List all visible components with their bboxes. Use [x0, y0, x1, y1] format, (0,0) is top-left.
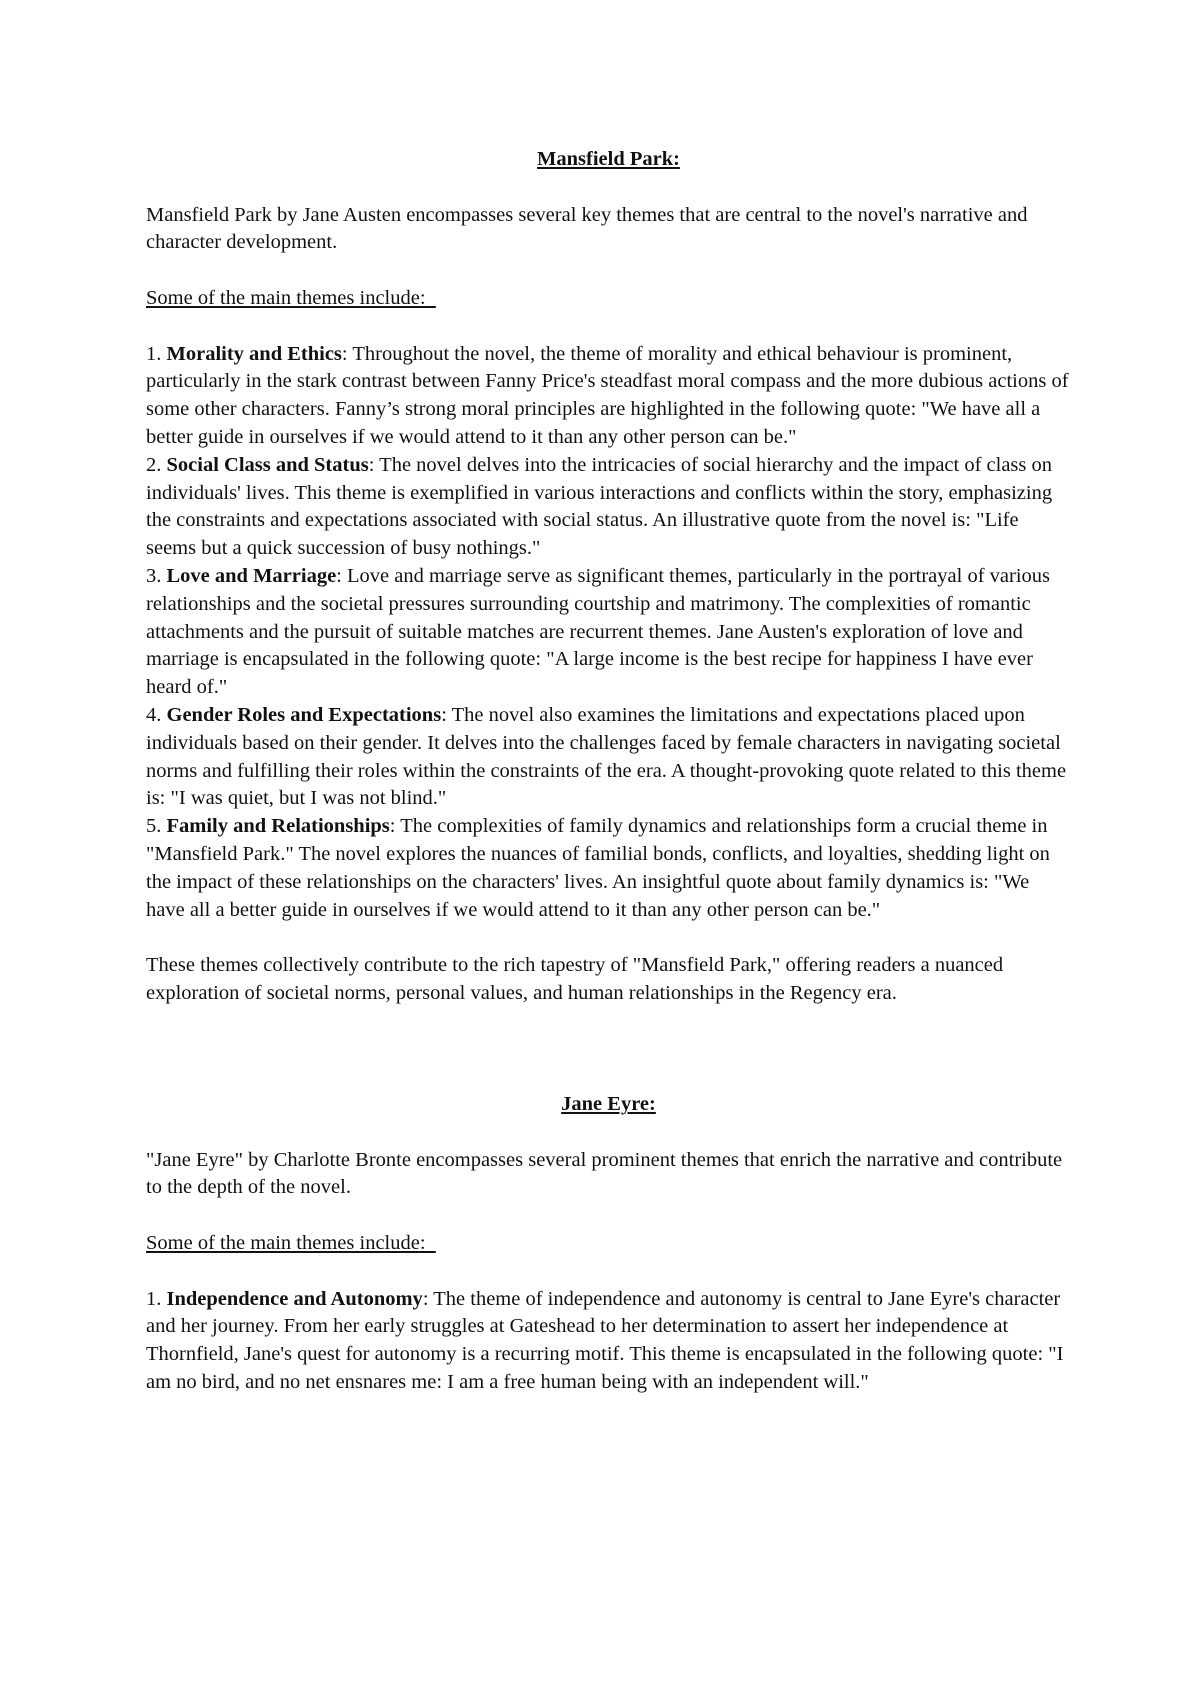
- section-title-jane-eyre: Jane Eyre:: [561, 1093, 656, 1116]
- theme-number: 4.: [146, 703, 167, 726]
- theme-text: : Love and marriage serve as significant themes, particularly in the portrayal of various relationships and the societal pressures surrounding courtship and matrimony. The complexities of romantic attachments and the pursuit of suitable matches are recurrent themes. Jane Austen's exploration of love and marriage is encapsulated in the following quote: "A large income is the best recipe for happiness I have ever heard of.": [146, 564, 1050, 699]
- theme-item: [146, 341, 1071, 452]
- theme-name: Independence and Autonomy: [166, 1287, 423, 1310]
- theme-text: : The novel also examines the limitations and expectations placed upon individuals based on their gender. It delves into the challenges faced by female characters in navigating societal norms and fulfilling their roles within the constraints of the era. A thought-provoking quote related to this theme is: "I was quiet, but I was not blind.": [146, 703, 1067, 810]
- theme-text: : Throughout the novel, the theme of morality and ethical behaviour is prominent, particularly in the stark contrast between Fanny Price's steadfast moral compass and the more dubious actions of some other characters. Fanny’s strong moral principles are highlighted in the following quote: "We have all a better guide in ourselves if we would attend to it than any other person can be.": [146, 342, 1069, 448]
- theme-item: [146, 1286, 1071, 1397]
- theme-name: Family and Relationships: [166, 815, 390, 838]
- section-intro-jane-eyre: "Jane Eyre" by Charlotte Bronte encompasses several prominent themes that enrich the narrative and contribute to the depth of the novel.: [146, 1148, 1063, 1199]
- themes-subheading-jane-eyre: Some of the main themes include:: [146, 1232, 436, 1255]
- document-page: [146, 146, 1071, 1397]
- theme-text: : The novel delves into the intricacies of social hierarchy and the impact of class on individuals' lives. This theme is exemplified in various interactions and conflicts within the story, emphasizing the constraints and expectations associated with social status. An illustrative quote from the novel is: "Life seems but a quick succession of busy nothings.": [146, 453, 1053, 560]
- theme-item: [146, 452, 1071, 563]
- theme-item: [146, 702, 1071, 813]
- theme-name: Love and Marriage: [166, 564, 337, 587]
- theme-item: [146, 813, 1071, 924]
- section-title-mansfield-park: Mansfield Park:: [537, 148, 680, 170]
- theme-number: 2.: [146, 453, 167, 476]
- theme-text: : The complexities of family dynamics and relationships form a crucial theme in "Mansfield Park." The novel explores the nuances of familial bonds, conflicts, and loyalties, shedding light on the impact of these relationships on the characters' lives. An insightful quote about family dynamics is: "We have all a better guide in ourselves if we would attend to it than any other person can be.": [146, 815, 1050, 921]
- theme-number: 1.: [146, 342, 167, 365]
- theme-number: 1.: [146, 1287, 167, 1310]
- themes-subheading-mansfield-park: Some of the main themes include:: [146, 286, 436, 309]
- theme-text: : The theme of independence and autonomy is central to Jane Eyre's character and her journey. From her early struggles at Gateshead to her determination to assert her independence at Thornfield, Jane's quest for autonomy is a recurring motif. This theme is encapsulated in the following quote: "I am no bird, and no net ensnares me: I am a free human being with an independent will.": [146, 1287, 1064, 1394]
- theme-name: Social Class and Status: [166, 453, 369, 476]
- theme-name: Gender Roles and Expectations: [166, 703, 442, 726]
- theme-number: 5.: [146, 815, 167, 838]
- section-intro-mansfield-park: Mansfield Park by Jane Austen encompasses several key themes that are central to the novel's narrative and character development.: [146, 203, 1028, 254]
- theme-name: Morality and Ethics: [166, 342, 342, 365]
- section-conclusion-mansfield-park: These themes collectively contribute to the rich tapestry of "Mansfield Park," offering readers a nuanced exploration of societal norms, personal values, and human relationships in the Regency era.: [146, 954, 1004, 1004]
- theme-number: 3.: [146, 564, 167, 587]
- theme-item: [146, 563, 1071, 702]
